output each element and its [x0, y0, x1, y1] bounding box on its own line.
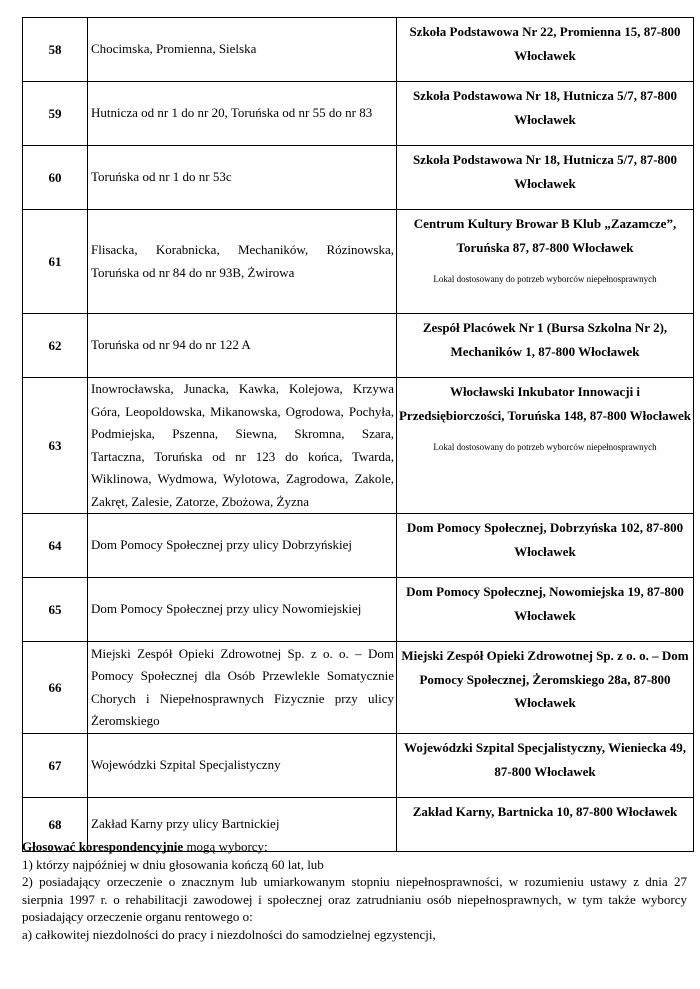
polling-station — [397, 18, 694, 82]
table-row — [23, 734, 694, 798]
district-streets: Hutnicza od nr 1 do nr 20, Toruńska od nr 55 do nr 83 — [88, 82, 397, 146]
polling-station-address: Centrum Kultury Browar B Klub „Zazamcze”, Toruńska 87, 87-800 Włocławek — [413, 216, 677, 255]
polling-station — [397, 378, 694, 514]
table-row — [23, 642, 694, 734]
polling-station-address: Szkoła Podstawowa Nr 22, Promienna 15, 87-800 Włocławek — [409, 24, 681, 63]
table-row — [23, 314, 694, 378]
district-streets: Toruńska od nr 94 do nr 122 A — [88, 314, 397, 378]
district-number: 66 — [23, 642, 88, 734]
district-number: 60 — [23, 146, 88, 210]
polling-station-address: Dom Pomocy Społecznej, Dobrzyńska 102, 87-800 Włocławek — [406, 520, 684, 559]
polling-station-address: Zakład Karny, Bartnicka 10, 87-800 Włocławek — [412, 804, 678, 819]
intro-line: Głosować korespondencyjnie mogą wyborcy: — [22, 839, 268, 854]
polling-station-address: Dom Pomocy Społecznej, Nowomiejska 19, 87-800 Włocławek — [406, 584, 684, 623]
district-number: 58 — [23, 18, 88, 82]
table-row — [23, 578, 694, 642]
district-number: 62 — [23, 314, 88, 378]
accessibility-note: Lokal dostosowany do potrzeb wyborców niepełnosprawnych — [433, 274, 657, 284]
district-streets: Wojewódzki Szpital Specjalistyczny — [88, 734, 397, 798]
polling-station-address: Szkoła Podstawowa Nr 18, Hutnicza 5/7, 87-800 Włocławek — [412, 152, 678, 191]
polling-station-address: Wojewódzki Szpital Specjalistyczny, Wieniecka 49, 87-800 Włocławek — [404, 740, 686, 779]
district-number: 63 — [23, 378, 88, 514]
condition-1: 1) którzy najpóźniej w dniu głosowania kończą 60 lat, lub — [22, 856, 324, 872]
condition-2a: a) całkowitej niezdolności do pracy i niezdolności do samodzielnej egzystencji, — [22, 926, 436, 942]
district-streets: Zakład Karny przy ulicy Bartnickiej — [88, 798, 397, 852]
polling-station-address: Włocławski Inkubator Innowacji i Przedsiębiorczości, Toruńska 148, 87-800 Włocławek — [398, 384, 692, 423]
accessibility-note: Lokal dostosowany do potrzeb wyborców niepełnosprawnych — [433, 442, 657, 452]
district-streets: Flisacka, Korabnicka, Mechaników, Rózinowska, Toruńska od nr 84 do nr 93B, Żwirowa — [88, 210, 397, 314]
table-row — [23, 378, 694, 514]
polling-station — [397, 314, 694, 378]
polling-station — [397, 514, 694, 578]
table-row — [23, 514, 694, 578]
district-streets: Toruńska od nr 1 do nr 53c — [88, 146, 397, 210]
polling-station — [397, 82, 694, 146]
district-streets: Dom Pomocy Społecznej przy ulicy Nowomiejskiej — [88, 578, 397, 642]
postal-voting-info — [22, 838, 687, 943]
district-number: 65 — [23, 578, 88, 642]
polling-station — [397, 210, 694, 314]
district-number: 68 — [23, 798, 88, 852]
table-row — [23, 146, 694, 210]
district-streets: Dom Pomocy Społecznej przy ulicy Dobrzyńskiej — [88, 514, 397, 578]
polling-station — [397, 734, 694, 798]
district-number: 61 — [23, 210, 88, 314]
district-streets: Inowrocławska, Junacka, Kawka, Kolejowa, Krzywa Góra, Leopoldowska, Mikanowska, Ogrodowa, Pochyła, Podmiejska, Pszenna, Siewna, Skromna, Szara, Tartaczna, Toruńska od nr 123 do końca, Twarda, Wiklinowa, Wydmowa, Wylotowa, Zagrodowa, Zakole, Zakręt, Zalesie, Zatorze, Zbożowa, Żyzna — [88, 378, 397, 514]
district-streets: Chocimska, Promienna, Sielska — [88, 18, 397, 82]
table-row — [23, 82, 694, 146]
table-row — [23, 210, 694, 314]
polling-station-address: Zespół Placówek Nr 1 (Bursa Szkolna Nr 2), Mechaników 1, 87-800 Włocławek — [422, 320, 668, 359]
district-streets: Miejski Zespół Opieki Zdrowotnej Sp. z o. o. – Dom Pomocy Społecznej dla Osób Przewlekle Somatycznie Chorych i Niepełnosprawnych Fizycznie przy ulicy Żeromskiego — [88, 642, 397, 734]
table-row — [23, 18, 694, 82]
condition-2: 2) posiadający orzeczenie o znacznym lub umiarkowanym stopniu niepełnosprawności, w rozumieniu ustawy z dnia 27 sierpnia 1997 r. o rehabilitacji zawodowej i społecznej oraz zatrudnianiu osób niepełnosprawnych, w tym także wyborcy posiadający orzeczenie organu rentowego o: — [22, 874, 687, 924]
polling-station — [397, 642, 694, 734]
district-number: 67 — [23, 734, 88, 798]
polling-station-address: Szkoła Podstawowa Nr 18, Hutnicza 5/7, 87-800 Włocławek — [412, 88, 678, 127]
district-number: 59 — [23, 82, 88, 146]
district-number: 64 — [23, 514, 88, 578]
polling-station — [397, 146, 694, 210]
polling-station-address: Miejski Zespół Opieki Zdrowotnej Sp. z o. o. – Dom Pomocy Społecznej, Żeromskiego 28a, 87-800 Włocławek — [401, 648, 689, 710]
polling-districts-table — [22, 17, 694, 852]
polling-station — [397, 578, 694, 642]
